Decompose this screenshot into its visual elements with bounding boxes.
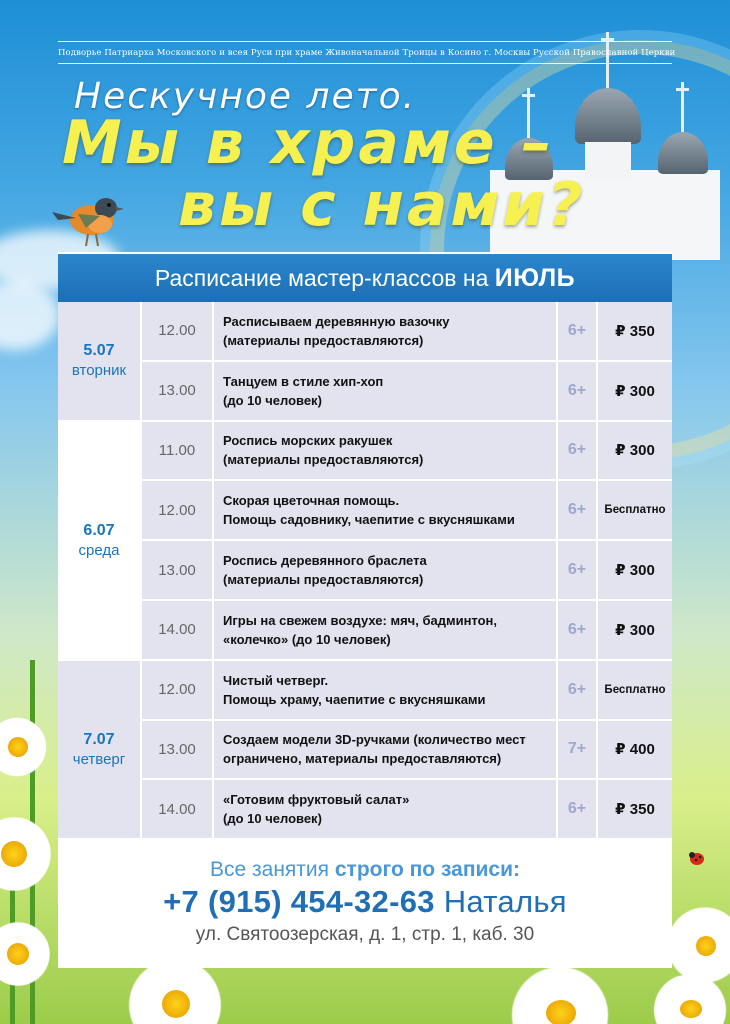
class-note: «колечко» (до 10 человек) — [223, 631, 391, 647]
class-title: Скорая цветочная помощь. — [223, 493, 400, 509]
class-note: (материалы предоставляются) — [223, 332, 424, 348]
day-date: 7.07 — [83, 730, 115, 748]
class-note: Помощь храму, чаепитие с вкусняшками — [223, 691, 486, 707]
class-age: 7+ — [558, 721, 596, 779]
day-date: 6.07 — [83, 521, 115, 539]
class-price: ₽ 400 — [598, 721, 672, 779]
contact-line — [58, 884, 672, 920]
class-title: Танцуем в стиле хип-хоп — [223, 373, 384, 389]
class-title: Роспись деревянного браслета — [223, 553, 427, 569]
class-title: Расписываем деревянную вазочку — [223, 313, 450, 329]
class-age: 6+ — [558, 780, 596, 838]
class-time: 14.00 — [142, 780, 212, 838]
title-line-1: Нескучное лето. — [74, 76, 417, 117]
class-time: 12.00 — [142, 661, 212, 719]
class-price: ₽ 350 — [598, 302, 672, 360]
class-price: ₽ 350 — [598, 780, 672, 838]
class-description — [214, 362, 556, 420]
class-description — [214, 302, 556, 360]
phone-number[interactable]: +7 (915) 454-32-63 — [163, 884, 435, 919]
class-time: 12.00 — [142, 302, 212, 360]
cloud — [0, 280, 60, 350]
class-price: ₽ 300 — [598, 422, 672, 480]
registration-note-bold: строго по записи: — [334, 858, 520, 881]
class-note: (материалы предоставляются) — [223, 572, 424, 588]
class-description — [214, 780, 556, 838]
class-time: 12.00 — [142, 481, 212, 539]
contact-name: Наталья — [443, 884, 567, 919]
schedule-heading — [58, 254, 672, 302]
class-description — [214, 721, 556, 779]
class-note: ограничено, материалы предоставляются) — [223, 751, 502, 767]
top-rule — [58, 63, 672, 64]
day-weekday: четверг — [72, 750, 126, 768]
day-date: 5.07 — [83, 342, 115, 360]
class-title: Роспись морских ракушек — [223, 433, 393, 449]
class-time: 11.00 — [142, 422, 212, 480]
class-price: ₽ 300 — [598, 541, 672, 599]
class-age: 6+ — [558, 601, 596, 659]
day-weekday: вторник — [71, 362, 127, 380]
top-rule — [58, 41, 672, 42]
class-age: 6+ — [558, 422, 596, 480]
class-price: ₽ 300 — [598, 601, 672, 659]
day-weekday: среда — [78, 541, 120, 559]
class-title: «Готовим фруктовый салат» — [223, 792, 410, 808]
class-price: ₽ 300 — [598, 362, 672, 420]
class-age: 6+ — [558, 481, 596, 539]
class-description — [214, 481, 556, 539]
class-age: 6+ — [558, 661, 596, 719]
ladybug-icon — [688, 850, 706, 866]
schedule-heading-prefix: Расписание мастер-классов на — [154, 265, 489, 291]
class-price: Бесплатно — [598, 481, 672, 539]
class-age: 6+ — [558, 541, 596, 599]
address: ул. Святоозерская, д. 1, стр. 1, каб. 30 — [195, 924, 535, 945]
patriarch-courtyard-line: Подворье Патриарха Московского и всея Руси при храме Живоначальной Троицы в Косино г. Москвы Русской Православной Церкви — [58, 48, 676, 58]
class-title: Игры на свежем воздухе: мяч, бадминтон, — [223, 612, 498, 628]
day-cell — [58, 661, 140, 838]
title-line-3: вы с нами? — [178, 170, 586, 240]
registration-note — [58, 858, 672, 882]
class-description — [214, 661, 556, 719]
class-age: 6+ — [558, 362, 596, 420]
class-time: 14.00 — [142, 601, 212, 659]
class-time: 13.00 — [142, 362, 212, 420]
class-title: Чистый четверг. — [223, 672, 329, 688]
class-price: Бесплатно — [598, 661, 672, 719]
class-note: (до 10 человек) — [223, 392, 322, 408]
class-title: Создаем модели 3D-ручками (количество мест — [223, 732, 526, 748]
bird-icon — [48, 186, 128, 250]
day-cell — [58, 302, 140, 420]
title-line-2: Мы в храме – — [62, 108, 555, 178]
class-note: Помощь садовнику, чаепитие с вкусняшками — [223, 512, 515, 528]
class-time: 13.00 — [142, 721, 212, 779]
schedule-heading-month: ИЮЛЬ — [494, 264, 576, 292]
class-description — [214, 541, 556, 599]
class-note: (материалы предоставляются) — [223, 452, 424, 468]
class-time: 13.00 — [142, 541, 212, 599]
class-description — [214, 422, 556, 480]
class-description — [214, 601, 556, 659]
class-note: (до 10 человек) — [223, 811, 322, 827]
registration-note-prefix: Все занятия — [210, 858, 330, 881]
day-cell — [58, 422, 140, 659]
class-age: 6+ — [558, 302, 596, 360]
